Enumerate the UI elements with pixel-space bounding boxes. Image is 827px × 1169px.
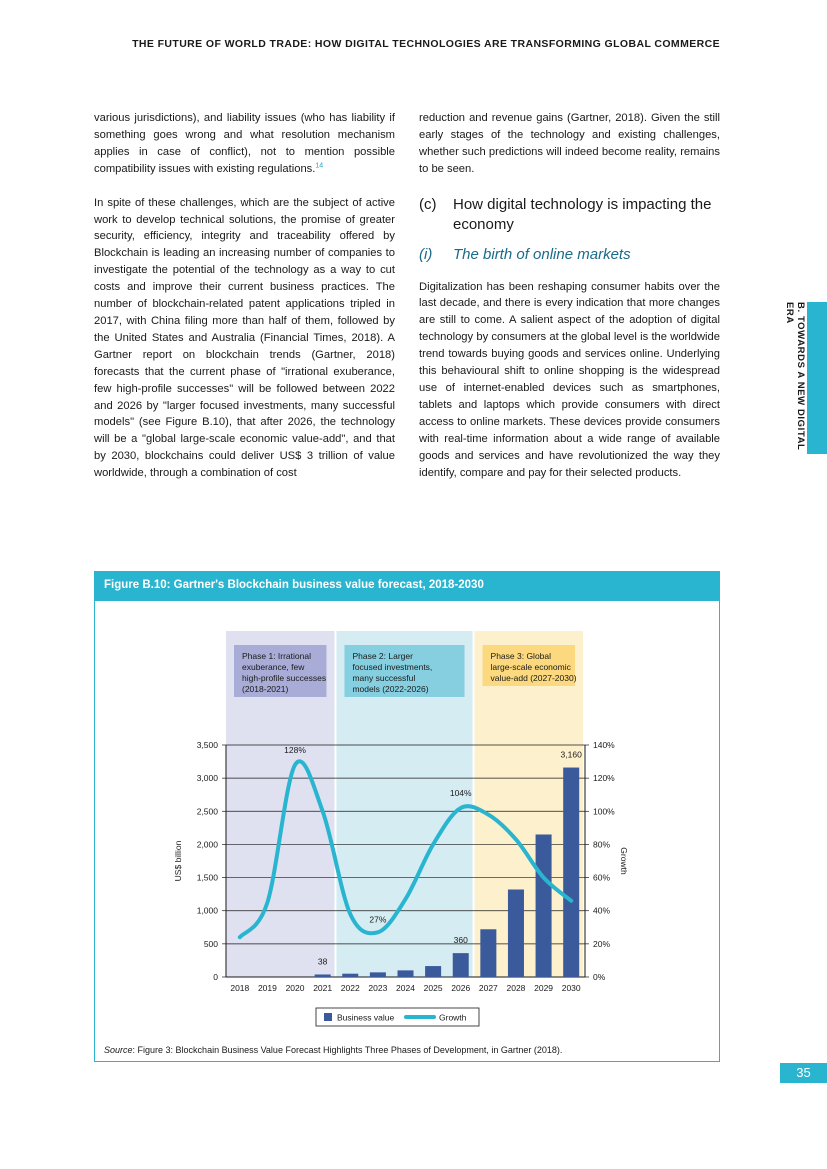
y2-tick-label: 60% (593, 872, 611, 883)
subsection-number: (i) (419, 245, 433, 263)
phase-label-line: Phase 3: Global (490, 651, 552, 661)
phase-label-line: value-add (2027-2030) (490, 673, 577, 683)
x-tick-label: 2021 (313, 983, 333, 993)
bar (480, 929, 496, 977)
paragraph: In spite of these challenges, which are the subject of active work to develop technical solutions, the promise of greater security, efficiency, integrity and traceability offered by Blockchain is leading an increasing number of companies to investigate the potential of the technology as a way to cut costs and improve their current business practices. The number of blockchain-related patent applications tripled in 2017, with China filing more than half of them, followed by the United States and Australia (Financial Times, 2018). A Gartner report on blockchain trends (Gartner, 2018) forecasts that the current phase of "irrational exuberance, few high-profile successes" will be followed between 2022 and 2026 by "larger focused investments, many successful models" (see Figure B.10), that after 2026, the technology will be a "global large-scale economic value-add", and that by 2030, blockchains could deliver US$ 3 trillion of value worldwide, through a combination of cost (94, 196, 395, 480)
data-label: 3,160 (560, 749, 582, 760)
y2-tick-label: 0% (593, 972, 606, 982)
chapter-side-label: B. TOWARDS A NEW DIGITAL ERA (784, 302, 806, 451)
y2-tick-label: 140% (593, 740, 615, 750)
subsection-title: The birth of online markets (453, 245, 631, 263)
y-tick-label: 500 (203, 938, 218, 949)
y2-tick-label: 20% (593, 938, 611, 949)
y2-tick-label: 40% (593, 905, 611, 916)
y-tick-label: 3,500 (196, 740, 218, 750)
data-label: 128% (284, 744, 306, 755)
phase-label-line: exuberance, few (242, 662, 305, 672)
x-tick-label: 2024 (396, 983, 415, 993)
bar (397, 970, 413, 977)
y-tick-label: 1,000 (196, 905, 218, 916)
phase-label-line: focused investments, (352, 662, 433, 672)
source-label: Source (104, 1045, 133, 1055)
phase-label-line: Phase 1: Irrational (242, 651, 311, 661)
phase-label-line: (2018-2021) (242, 684, 289, 694)
section-number: (c) (419, 195, 437, 213)
bar (536, 834, 552, 977)
phase-label-line: many successful (352, 673, 416, 683)
x-tick-label: 2023 (368, 983, 388, 993)
paragraph: reduction and revenue gains (Gartner, 2018). Given the still early stages of the technology and existing challenges, whether such predictions will indeed become reality, remains to be seen. (419, 112, 720, 175)
y-tick-label: 2,000 (196, 839, 218, 850)
figure-title: Figure B.10: Gartner's Blockchain business value forecast, 2018-2030 (95, 572, 719, 601)
phase-label-line: high-profile successes (242, 673, 327, 683)
y-tick-label: 2,500 (196, 806, 218, 817)
y-axis-title: US$ billion (173, 840, 183, 882)
x-tick-label: 2025 (423, 983, 443, 993)
left-text-column (94, 110, 395, 499)
section-heading (419, 195, 720, 235)
paragraph (94, 110, 395, 178)
chapter-tab (807, 302, 827, 454)
bar (342, 974, 358, 977)
y2-tick-label: 100% (593, 806, 615, 817)
y2-tick-label: 80% (593, 839, 611, 850)
bar (508, 890, 524, 977)
bar (315, 974, 331, 977)
bar (370, 972, 386, 977)
right-text-column (419, 110, 720, 498)
data-label: 38 (317, 956, 328, 967)
figure-b10 (94, 571, 720, 1062)
x-tick-label: 2019 (257, 983, 277, 993)
phase-label-line: Phase 2: Larger (352, 651, 413, 661)
data-label: 360 (453, 935, 468, 946)
subsection-heading (419, 247, 720, 264)
footnote-reference[interactable]: 14 (315, 161, 324, 169)
x-tick-label: 2026 (451, 983, 471, 993)
legend-label: Business value (337, 1012, 395, 1023)
y-tick-label: 3,000 (196, 773, 218, 784)
x-tick-label: 2020 (285, 983, 305, 993)
data-label: 104% (449, 787, 472, 798)
x-tick-label: 2022 (340, 983, 360, 993)
bar (453, 953, 469, 977)
x-tick-label: 2027 (478, 983, 498, 993)
legend-label: Growth (439, 1012, 467, 1023)
data-label: 27% (369, 914, 387, 925)
x-tick-label: 2028 (506, 983, 526, 993)
legend-swatch-bar (324, 1013, 332, 1021)
figure-source (104, 1045, 562, 1055)
bar (563, 768, 579, 977)
y2-axis-title: Growth (619, 847, 629, 875)
paragraph: Digitalization has been reshaping consumer habits over the last decade, and there is every indication that more changes are still to come. A salient aspect of the adoption of digital technology by consumers at the global level is the worldwide trend towards buying goods and services online. Underlying this behavioural shift to online shopping is the widespread use of internet-enabled devices such as smartphones, tablets and laptops which provide consumers with direct access to online markets. These devices provide consumers with real-time information about a wide range of available goods and services and have revolutionized the way they identify, compare and pay for their selected products. (419, 280, 720, 479)
phase-label-line: models (2022-2026) (352, 684, 429, 694)
chart (95, 601, 719, 1031)
running-header: THE FUTURE OF WORLD TRADE: HOW DIGITAL TECHNOLOGIES ARE TRANSFORMING GLOBAL COMMERCE (132, 38, 720, 50)
page-number: 35 (780, 1063, 827, 1083)
source-text: : Figure 3: Blockchain Business Value Forecast Highlights Three Phases of Development, in Gartner (2018). (132, 1045, 563, 1055)
x-tick-label: 2018 (230, 983, 250, 993)
section-title: How digital technology is impacting the economy (453, 195, 712, 233)
x-tick-label: 2030 (561, 983, 581, 993)
paragraph-text: various jurisdictions), and liability issues (who has liability if something goes wrong and what resolution mechanism applies in case of conflict), not to mention possible compatibility issues with existing regulations. (94, 112, 395, 175)
phase-label-line: large-scale economic (490, 662, 571, 672)
y-tick-label: 0 (213, 972, 218, 982)
bar (425, 966, 441, 977)
x-tick-label: 2029 (534, 983, 554, 993)
y-tick-label: 1,500 (196, 872, 218, 883)
y2-tick-label: 120% (593, 773, 615, 784)
